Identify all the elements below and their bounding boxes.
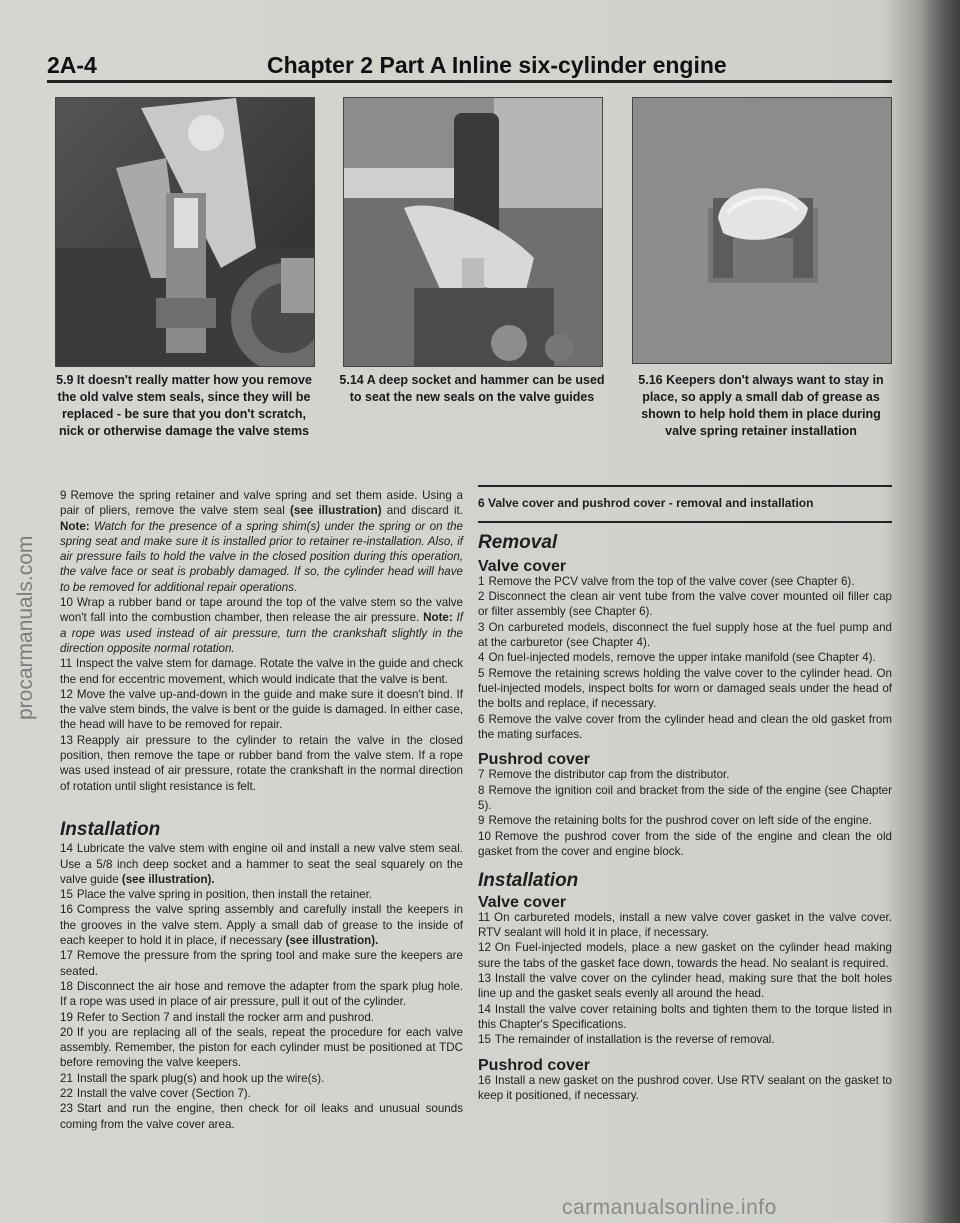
- paragraph-19: 19 Refer to Section 7 and install the rocker arm and pushrod.: [60, 1010, 374, 1024]
- paragraph-21: 21 Install the spark plug(s) and hook up the wire(s).: [60, 1071, 325, 1085]
- pushrod-cover-heading-install: Pushrod cover: [478, 1056, 591, 1074]
- paragraph-10: 10 Wrap a rubber band or tape around the top of the valve stem so the valve won't fall into the combustion chamber, then release the air pressure. Note: If a rope was used instead of air pressure, turn the crankshaft slightly in the direction opposite normal rotation.: [60, 596, 463, 655]
- figure-5-16-caption: 5.16 Keepers don't always want to stay in place, so apply a small dab of grease as shown to help hold them in place during valve spring retainer installation: [638, 373, 884, 438]
- figure-5-9-caption: 5.9 It doesn't really matter how you remove the old valve stem seals, since they will be replaced - be sure that you don't scratch, nick or otherwise damage the valve stems: [56, 373, 312, 438]
- step-9: 9 Remove the retaining bolts for the pushrod cover on left side of the engine.: [478, 814, 872, 828]
- paragraph-12: 12 Move the valve up-and-down in the guide and make sure it doesn't bind. If the valve stem binds, the valve is bent or the guide is damaged. In either case, the head will have to be removed for repair.: [60, 687, 463, 732]
- left-column: [60, 488, 463, 1132]
- chapter-title: Chapter 2 Part A Inline six-cylinder engine: [267, 52, 727, 78]
- step-4: 4 On fuel-injected models, remove the upper intake manifold (see Chapter 4).: [478, 651, 876, 665]
- paragraph-22: 22 Install the valve cover (Section 7).: [60, 1086, 251, 1100]
- step-5: 5 Remove the retaining screws holding the valve cover to the cylinder head. On fuel-injected models, inspect bolts for worn or damaged seals under the head of the bolts and replace, if necessary.: [478, 666, 892, 711]
- step-10: 10 Remove the pushrod cover from the side of the engine and clean the old gasket from the cover and engine block.: [478, 829, 892, 858]
- paragraph-23: 23 Start and run the engine, then check for oil leaks and unusual sounds coming from the valve cover area.: [60, 1102, 463, 1131]
- figure-5-14-caption: 5.14 A deep socket and hammer can be used to seat the new seals on the valve guides: [339, 373, 605, 404]
- step-16: 16 Install a new gasket on the pushrod cover. Use RTV sealant on the gasket to keep it positioned, if necessary.: [478, 1073, 892, 1103]
- step-3: 3 On carbureted models, disconnect the fuel supply hose at the fuel pump and at the carburetor (see Chapter 4).: [478, 620, 892, 650]
- removal-heading: Removal: [478, 532, 558, 554]
- side-watermark: [2, 430, 42, 730]
- bottom-watermark: carmanualsonline.info: [562, 1196, 777, 1219]
- paragraph-14: 14 Lubricate the valve stem with engine oil and install a new valve stem seal. Use a 5/8 inch deep socket and a hammer to seat the seal squarely on the valve guide (see illustration).: [60, 842, 463, 886]
- valve-cover-heading: Valve cover: [478, 557, 567, 575]
- paragraph-15: 15 Place the valve spring in position, then install the retainer.: [60, 888, 373, 902]
- step-12: 12 On Fuel-injected models, place a new gasket on the cylinder head making sure the tabs of the gasket face down, towards the head. No sealant is required.: [478, 941, 892, 970]
- paragraph-20: 20 If you are replacing all of the seals, repeat the procedure for each valve assembly. Remember, the piston for each cylinder must be positioned at TDC before removing the valve keepers.: [60, 1025, 463, 1070]
- valve-cover-heading-install: Valve cover: [478, 893, 567, 911]
- step-14: 14 Install the valve cover retaining bolts and tighten them to the torque listed in this Chapter's Specifications.: [478, 1002, 892, 1031]
- step-7: 7 Remove the distributor cap from the distributor.: [478, 768, 730, 782]
- paragraph-11: 11 Inspect the valve stem for damage. Rotate the valve in the guide and check the end for eccentric movement, which would indicate that the valve is bent.: [60, 657, 463, 686]
- figure-5-16-photo: [632, 97, 892, 364]
- page-number: 2A-4: [47, 52, 97, 78]
- step-11: 11 On carbureted models, install a new valve cover gasket in the valve cover. RTV sealant will hold it in place, if necessary.: [478, 910, 892, 940]
- binding-shadow: [920, 0, 960, 1223]
- step-2: 2 Disconnect the clean air vent tube from the valve cover mounted oil filler cap or filter assembly (see Chapter 6).: [478, 590, 892, 619]
- paragraph-13: 13 Reapply air pressure to the cylinder to retain the valve in the closed position, then remove the tape or rubber band from the valve stem. If a rope was used instead of air pressure, rotate the crankshaft in the normal direction of rotation until slight resistance is felt.: [60, 733, 463, 793]
- side-watermark-text: procarmanuals.com: [14, 535, 37, 720]
- installation-heading-right: Installation: [478, 870, 579, 892]
- paragraph-18: 18 Disconnect the air hose and remove the adapter from the spark plug hole. If a rope was used in place of air pressure, pull it out of the cylinder.: [60, 979, 463, 1009]
- section-6-title: 6 Valve cover and pushrod cover - removal and installation: [478, 485, 892, 523]
- step-8: 8 Remove the ignition coil and bracket from the side of the engine (see Chapter 5).: [478, 783, 892, 813]
- pushrod-cover-heading: Pushrod cover: [478, 751, 591, 769]
- page-header: [47, 52, 892, 82]
- paragraph-16: 16 Compress the valve spring assembly and carefully install the keepers in the grooves in the valve stem. Apply a small dab of grease to the inside of each keeper to hold it in place, if necessary (see illustration).: [60, 903, 463, 948]
- paragraph-17: 17 Remove the pressure from the spring tool and make sure the keepers are seated.: [60, 949, 463, 978]
- installation-heading-left: Installation: [60, 818, 161, 840]
- hammer-socket-photo-illustration: [344, 98, 602, 366]
- figure-5-14-photo: [343, 97, 603, 367]
- keepers-grease-photo-illustration: [633, 98, 891, 363]
- step-6: 6 Remove the valve cover from the cylinder head and clean the old gasket from the mating surfaces.: [478, 712, 892, 741]
- step-1: 1 Remove the PCV valve from the top of the valve cover (see Chapter 6).: [478, 574, 855, 588]
- pliers-photo-illustration: [56, 98, 314, 366]
- figure-5-9-photo: [55, 97, 315, 367]
- step-15: 15 The remainder of installation is the reverse of removal.: [478, 1033, 775, 1047]
- paragraph-9: 9 Remove the spring retainer and valve spring and set them aside. Using a pair of pliers, remove the valve stem seal (see illustration) and discard it. Note: Watch for the presence of a spring shim(s) under the spring or on the spring seat and make sure it is installed prior to retainer re-installation. Also, if air pressure fails to hold the valve in the closed position during this operation, the valve face or seat is probably damaged. If so, the cylinder head will have to be removed for additional repair operations.: [60, 489, 464, 594]
- right-column: [478, 485, 892, 1103]
- step-13: 13 Install the valve cover on the cylinder head, making sure that the bolt holes line up and the gasket seals evenly all around the head.: [478, 972, 892, 1001]
- header-rule: [47, 80, 892, 83]
